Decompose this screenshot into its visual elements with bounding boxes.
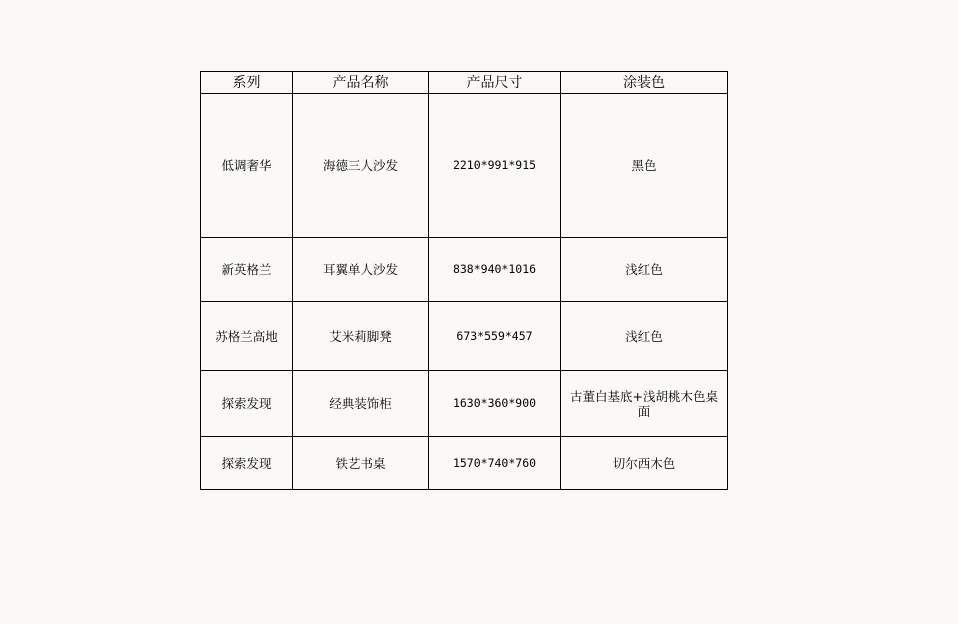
header-cell-product-size[interactable]: 产品尺寸 <box>429 72 561 94</box>
table-row <box>201 238 728 302</box>
cell-product-size[interactable]: 673*559*457 <box>429 302 561 371</box>
cell-finish-color[interactable]: 古董白基底+浅胡桃木色桌面 <box>561 371 728 437</box>
cell-series[interactable]: 探索发现 <box>201 437 293 490</box>
cell-finish-color[interactable]: 浅红色 <box>561 238 728 302</box>
header-cell-series[interactable]: 系列 <box>201 72 293 94</box>
cell-product-name[interactable]: 铁艺书桌 <box>293 437 429 490</box>
cell-product-name[interactable]: 海德三人沙发 <box>293 94 429 238</box>
cell-series[interactable]: 低调奢华 <box>201 94 293 238</box>
cell-series[interactable]: 探索发现 <box>201 371 293 437</box>
cell-series[interactable]: 新英格兰 <box>201 238 293 302</box>
cell-product-name[interactable]: 经典装饰柜 <box>293 371 429 437</box>
header-row <box>201 72 728 94</box>
cell-product-size[interactable]: 1570*740*760 <box>429 437 561 490</box>
cell-series[interactable]: 苏格兰高地 <box>201 302 293 371</box>
table-row <box>201 371 728 437</box>
cell-finish-color[interactable]: 浅红色 <box>561 302 728 371</box>
cell-product-name[interactable]: 艾米莉脚凳 <box>293 302 429 371</box>
header-cell-finish-color[interactable]: 涂装色 <box>561 72 728 94</box>
product-table <box>200 71 728 490</box>
cell-finish-color[interactable]: 切尔西木色 <box>561 437 728 490</box>
spreadsheet-area <box>200 71 727 490</box>
cell-product-name[interactable]: 耳翼单人沙发 <box>293 238 429 302</box>
cell-product-size[interactable]: 1630*360*900 <box>429 371 561 437</box>
cell-product-size[interactable]: 838*940*1016 <box>429 238 561 302</box>
table-row <box>201 94 728 238</box>
cell-product-size[interactable]: 2210*991*915 <box>429 94 561 238</box>
table-row <box>201 302 728 371</box>
header-cell-product-name[interactable]: 产品名称 <box>293 72 429 94</box>
cell-finish-color[interactable]: 黑色 <box>561 94 728 238</box>
table-row <box>201 437 728 490</box>
